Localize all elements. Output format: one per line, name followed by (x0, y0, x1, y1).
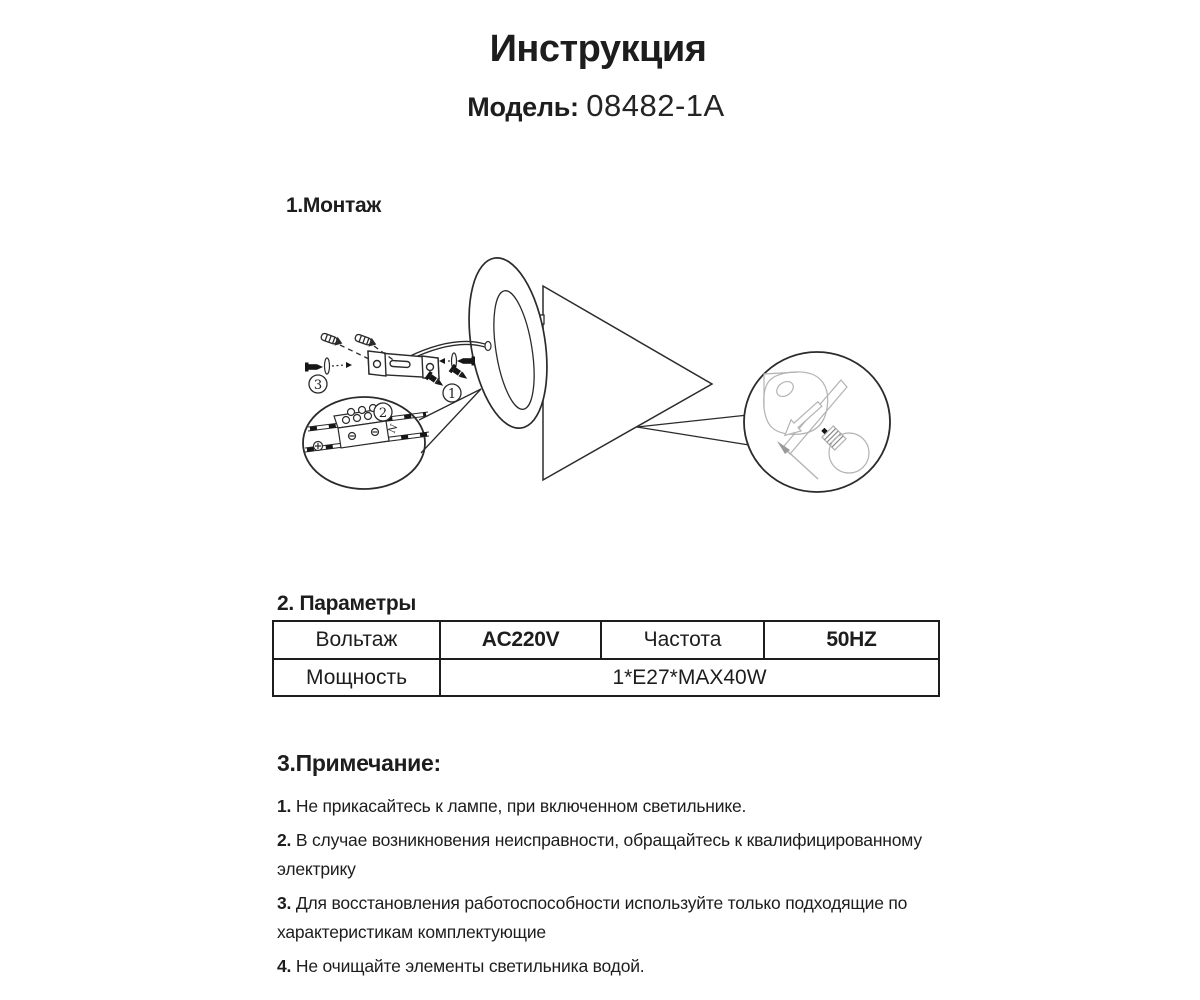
note-item (277, 826, 929, 884)
montage-diagram (278, 232, 918, 512)
screw-right-icon (439, 353, 475, 369)
model-label: Модель: (467, 92, 579, 122)
note-item (277, 792, 929, 821)
note-item (277, 952, 929, 981)
step-2-label: 2 (378, 406, 388, 421)
note-text: В случае возникновения неисправности, обращайтесь к квалифицированному электрику (277, 830, 922, 879)
frequency-label-cell: Частота (601, 621, 764, 659)
note-number: 1. (277, 796, 292, 816)
notes-list (277, 792, 929, 986)
terminal-detail-bubble (303, 389, 481, 489)
bulb-detail-bubble (744, 352, 890, 492)
section-heading-montage: 1.Монтаж (286, 194, 381, 217)
note-number: 3. (277, 893, 292, 913)
power-value-cell: 1*E27*MAX40W (440, 659, 939, 696)
model-line (0, 88, 1192, 124)
section-heading-params: 2. Параметры (277, 592, 417, 615)
note-text: Не очищайте элементы светильника водой. (295, 956, 645, 976)
lamp-shade-cone (543, 286, 712, 480)
voltage-label-cell: Вольтаж (273, 621, 440, 659)
section-heading-notes: 3.Примечание: (277, 750, 441, 776)
params-table (272, 620, 940, 697)
terminal-n-label: N (386, 422, 401, 436)
note-number: 4. (277, 956, 292, 976)
table-row (273, 659, 939, 696)
step-3-label: 3 (313, 378, 323, 393)
note-text: Не прикасайтесь к лампе, при включенном светильнике. (295, 796, 747, 816)
power-label-cell: Мощность (273, 659, 440, 696)
table-row (273, 621, 939, 659)
page-title: Инструкция (489, 28, 707, 70)
step-1-label: 1 (447, 387, 457, 402)
model-value: 08482-1A (586, 88, 725, 123)
note-item (277, 889, 929, 947)
screw-left-icon (305, 358, 352, 374)
canopy-wire-hole (485, 342, 491, 351)
voltage-value-cell: AC220V (440, 621, 601, 659)
note-text: Для восстановления работоспособности используйте только подходящие по характеристикам комплектующие (277, 893, 908, 942)
frequency-value-cell: 50HZ (764, 621, 939, 659)
note-number: 2. (277, 830, 292, 850)
